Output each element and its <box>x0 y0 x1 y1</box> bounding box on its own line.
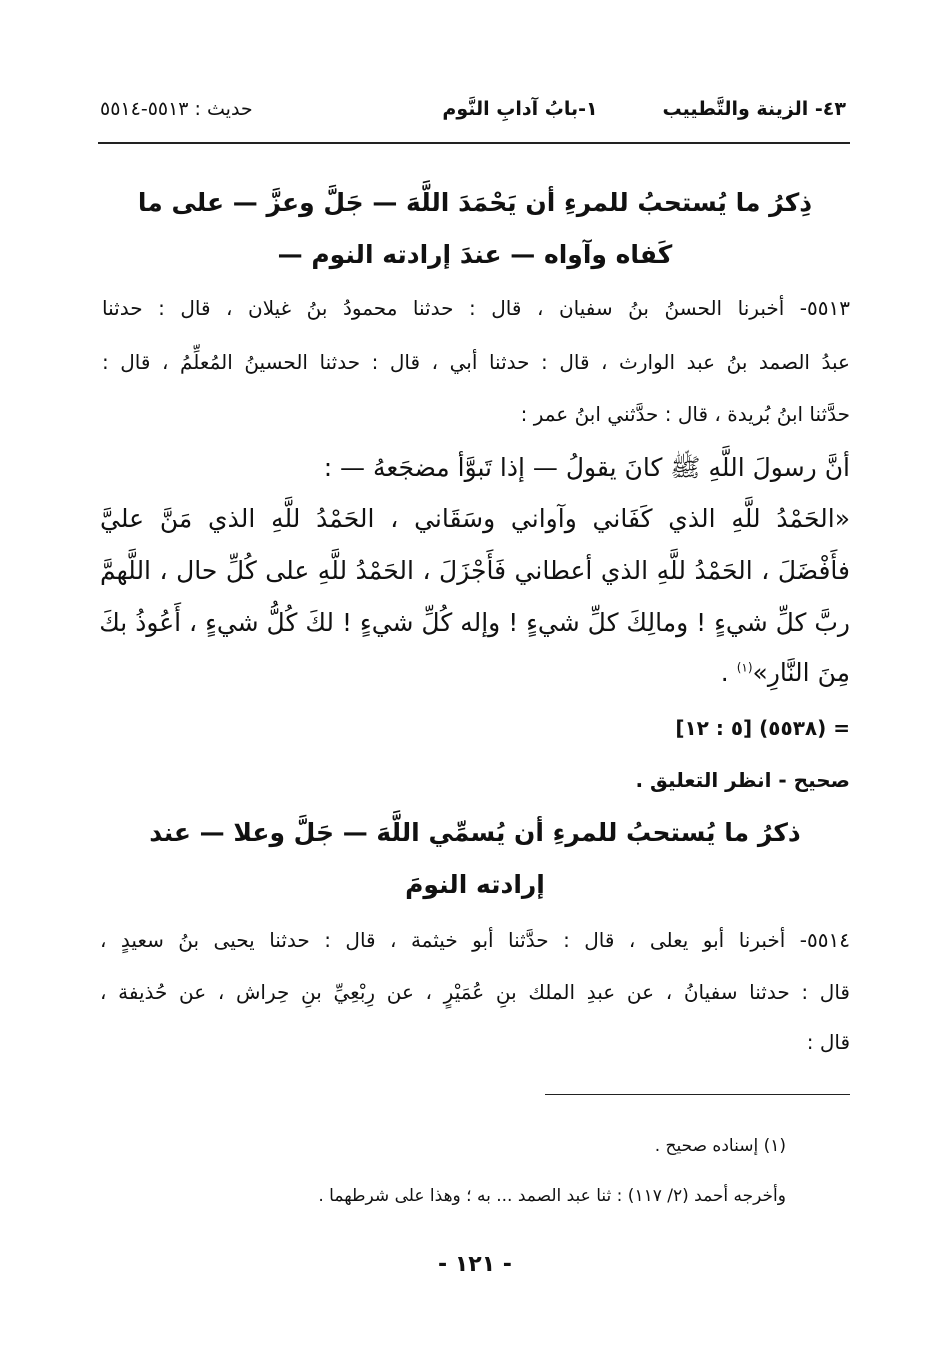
heading-1-line-2: كَفاه وآواه — عندَ إرادته النوم — <box>277 240 673 269</box>
page-number: - ١٢١ - <box>438 1252 512 1277</box>
hadith-5514-chain-3: قال : <box>806 1030 850 1054</box>
heading-2-line-2: إرادته النومَ <box>405 870 545 899</box>
heading-1-line-1: ذِكرُ ما يُستحبُ للمرءِ أن يَحْمَدَ اللَّهَ — جَلَّ وعزَّ — على ما <box>137 188 813 217</box>
hadith-range: حديث : ٥٥١٣-٥٥١٤ <box>100 98 253 120</box>
section-title: ١-بابُ آدابِ النَّوم <box>442 98 598 120</box>
footnote-ref-1: (١) <box>736 660 753 675</box>
matn-end-period: . <box>720 658 737 687</box>
chapter-title: ٤٣- الزينة والتَّطييب <box>662 98 846 120</box>
hadith-5513-matn-intro: أنَّ رسولَ اللَّهِ ﷺ كانَ يقولُ — إذا تَبوَّأ مضجَعهُ — : <box>323 453 850 482</box>
footnote-separator <box>545 1094 850 1095</box>
hadith-5513-chain-3: حدَّثنا ابنُ بُريدة ، قال : حدَّثني ابنُ عمر : <box>520 402 850 426</box>
footnote-2: وأخرجه أحمد (٢/ ١١٧) : ثنا عبد الصمد ... به ؛ وهذا على شرطهما . <box>318 1186 786 1206</box>
hadith-grade: صحيح - انظر التعليق . <box>635 768 850 792</box>
header-rule <box>98 142 850 144</box>
hadith-5514-chain-2: قال : حدثنا سفيانُ ، عن عبدِ الملك بنِ عُمَيْرٍ ، عن رِبْعِيِّ بنِ حِراش ، عن حُذيفة ، <box>100 980 850 1004</box>
hadith-5513-matn-2: فأَفْضَلَ ، الحَمْدُ للَّهِ الذي أعطاني فَأَجْزَلَ ، الحَمْدُ للَّهِ على كُلِّ حال ، اللَّهمَّ <box>100 556 850 585</box>
hadith-5513-chain-2: عبدُ الصمد بنُ عبد الوارث ، قال : حدثنا أبي ، قال : حدثنا الحسينُ المُعلِّمُ ، قال : <box>102 350 850 374</box>
hadith-5514-chain-1: ٥٥١٤- أخبرنا أبو يعلى ، قال : حدَّثنا أبو خيثمة ، قال : حدثنا يحيى بنُ سعيدٍ ، <box>100 928 850 952</box>
hadith-5513-matn-4 <box>721 658 850 687</box>
heading-2-line-1: ذكرُ ما يُستحبُ للمرءِ أن يُسمِّي اللَّهَ — جَلَّ وعلا — عند <box>149 818 801 847</box>
hadith-5513-matn-3: ربَّ كلِّ شيءٍ ! ومالِكَ كلِّ شيءٍ ! وإله كُلِّ شيءٍ ! لكَ كُلُّ شيءٍ ، أَعُوذُ بكَ <box>99 608 850 637</box>
cross-reference: = (٥٥٣٨) [٥ : ١٢] <box>675 716 850 740</box>
hadith-5513-matn-1: «الحَمْدُ للَّهِ الذي كَفَاني وآواني وسَقَاني ، الحَمْدُ للَّهِ الذي مَنَّ عليَّ <box>100 504 850 533</box>
matn-end-text: مِنَ النَّارِ» <box>752 658 850 687</box>
footnote-1: (١) إسناده صحيح . <box>654 1136 786 1156</box>
hadith-5513-chain-1: ٥٥١٣- أخبرنا الحسنُ بنُ سفيان ، قال : حدثنا محمودُ بنُ غيلان ، قال : حدثنا <box>102 296 850 320</box>
